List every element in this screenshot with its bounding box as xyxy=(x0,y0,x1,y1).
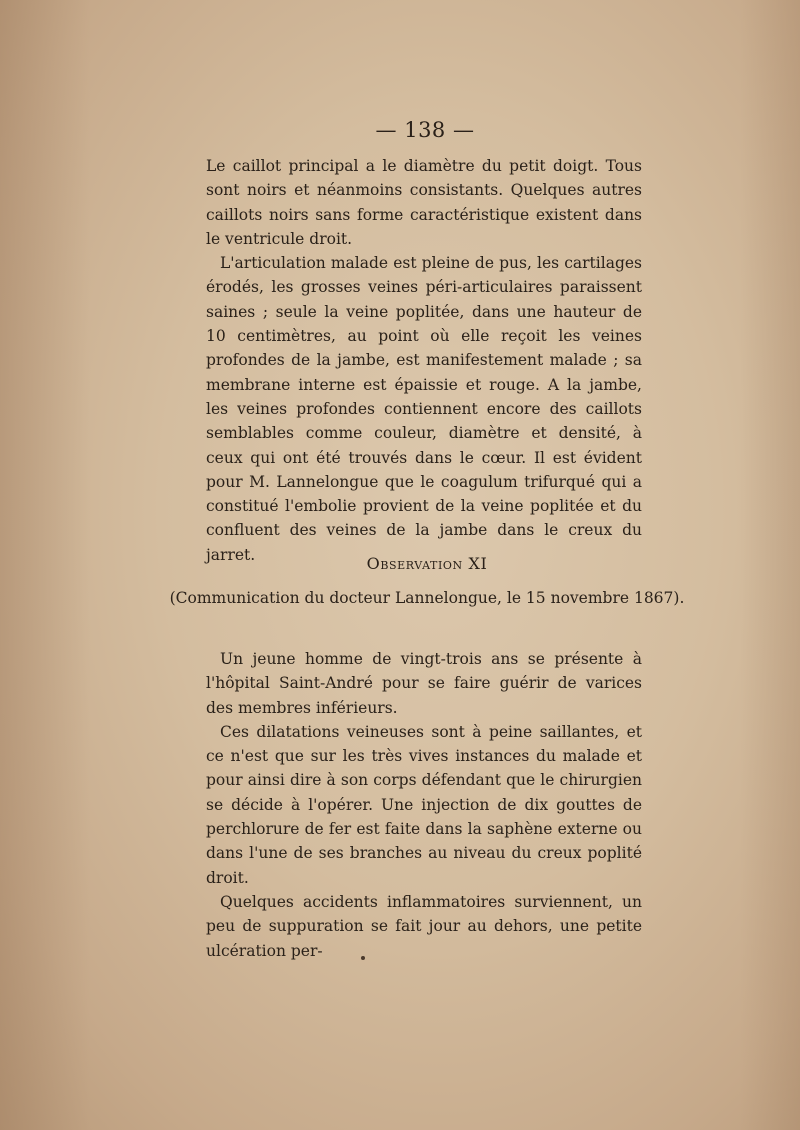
ink-speck xyxy=(361,956,365,960)
observation-subtitle: (Communication du docteur Lannelongue, le 15 novembre 1867). xyxy=(169,589,685,607)
page-number: — 138 — xyxy=(375,118,475,142)
paragraph: L'articulation malade est pleine de pus, les cartilages érodés, les grosses veines péri-articulaires paraissent saines ; seule la veine poplitée, dans une hauteur de 10 centimètres, au point où elle reçoit les veines profondes de la jambe, est manifestement malade ; sa membrane interne est épaissie et rouge. A la jambe, les veines profondes contiennent encore des caillots semblables comme couleur, diamètre et densité, à ceux qui ont été trouvés dans le cœur. Il est évident pour M. Lannelongue que le coagulum trifurqué qui a constitué l'embolie provient de la veine poplitée et du confluent des veines de la jambe dans le creux du jarret. xyxy=(206,254,642,564)
observation-title: Observation XI xyxy=(366,554,488,573)
text-block-top xyxy=(206,154,642,567)
paragraph: Quelques accidents inflammatoires surviennent, un peu de suppuration se fait jour au dehors, une petite ulcération per- xyxy=(206,892,642,960)
text-block-bottom xyxy=(206,647,642,963)
paragraph: Ces dilatations veineuses sont à peine saillantes, et ce n'est que sur les très vives instances du malade et pour ainsi dire à son corps défendant que le chirurgien se décide à l'opérer. Une injection de dix gouttes de perchlorure de fer est faite dans la saphène externe ou dans l'une de ses branches au niveau du creux poplité droit. xyxy=(206,722,642,887)
paragraph: Un jeune homme de vingt-trois ans se présente à l'hôpital Saint-André pour se faire guérir de varices des membres inférieurs. xyxy=(206,650,642,717)
paragraph: Le caillot principal a le diamètre du petit doigt. Tous sont noirs et néanmoins consistants. Quelques autres caillots noirs sans forme caractéristique existent dans le ventricule droit. xyxy=(206,157,642,248)
